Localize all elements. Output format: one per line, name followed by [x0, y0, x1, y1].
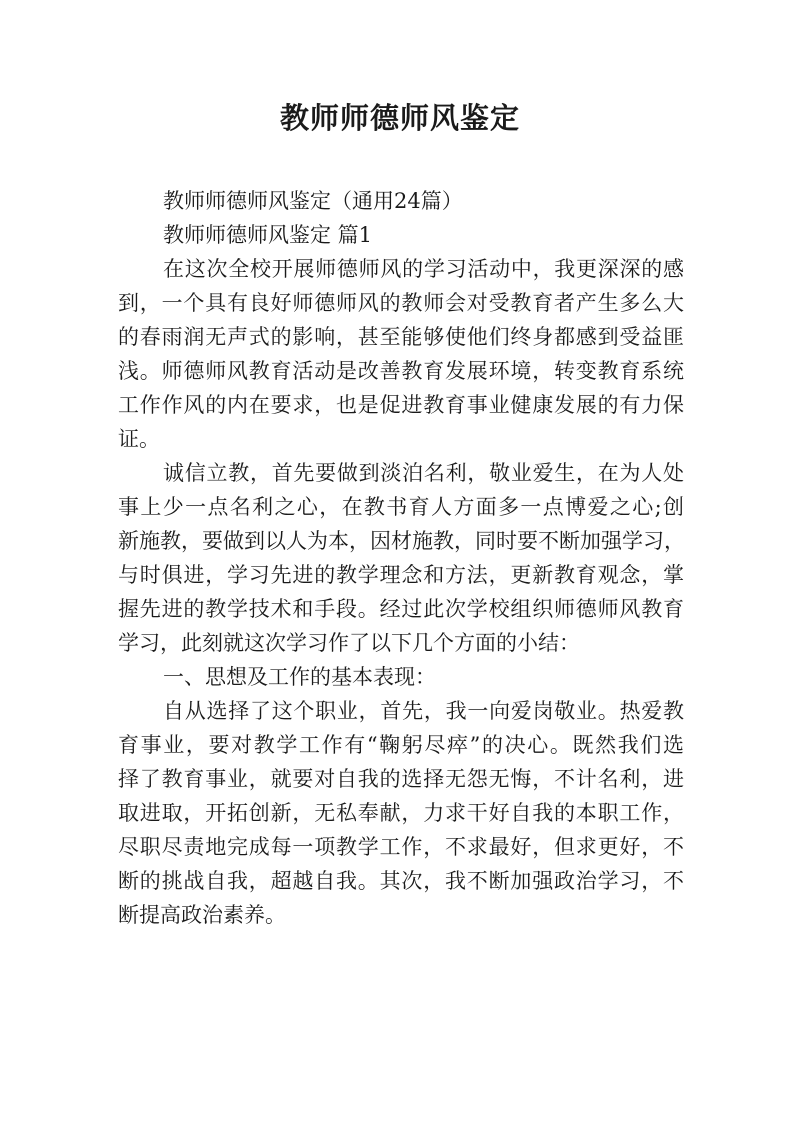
- text-line: 在这次全校开展师德师风的学习活动中，我更深深的感: [163, 257, 684, 281]
- text-line: 一、思想及工作的基本表现：: [163, 665, 436, 689]
- document-body: [118, 184, 684, 932]
- text-line: 工作作风的内在要求，也是促进教育事业健康发展的有力保: [118, 393, 684, 417]
- text-line: 诚信立教，首先要做到淡泊名利，敬业爱生，在为人处: [163, 461, 684, 485]
- text-line: 教师师德师风鉴定 篇1: [163, 223, 373, 247]
- text-line: 断的挑战自我，超越自我。其次，我不断加强政治学习，不: [118, 869, 684, 893]
- text-line: 浅。师德师风教育活动是改善教育发展环境，转变教育系统: [118, 359, 684, 383]
- text-line: 学习，此刻就这次学习作了以下几个方面的小结：: [118, 631, 580, 655]
- document-title: 教师师德师风鉴定: [279, 101, 520, 135]
- text-line: 断提高政治素养。: [118, 903, 286, 927]
- text-line: 育事业，要对教学工作有“鞠躬尽瘁”的决心。既然我们选: [118, 733, 684, 757]
- text-line: 到，一个具有良好师德师风的教师会对受教育者产生多么大: [118, 291, 684, 315]
- text-line: 新施教，要做到以人为本，因材施教，同时要不断加强学习，: [118, 529, 685, 553]
- text-line: 择了教育事业，就要对自我的选择无怨无悔，不计名利，进: [118, 767, 684, 791]
- text-line: 与时俱进，学习先进的教学理念和方法，更新教育观念，掌: [118, 563, 684, 587]
- text-line: 尽职尽责地完成每一项教学工作，不求最好，但求更好，不: [118, 835, 684, 859]
- text-line: 自从选择了这个职业，首先，我一向爱岗敬业。热爱教: [163, 699, 684, 723]
- text-line: 教师师德师风鉴定（通用24篇）: [163, 189, 463, 213]
- text-line: 取进取，开拓创新，无私奉献，力求干好自我的本职工作，: [118, 801, 684, 825]
- text-line: 证。: [118, 427, 160, 451]
- text-line: 事上少一点名利之心，在教书育人方面多一点博爱之心;创: [118, 495, 684, 519]
- text-line: 的春雨润无声式的影响，甚至能够使他们终身都感到受益匪: [118, 325, 684, 349]
- text-line: 握先进的教学技术和手段。经过此次学校组织师德师风教育: [118, 597, 684, 621]
